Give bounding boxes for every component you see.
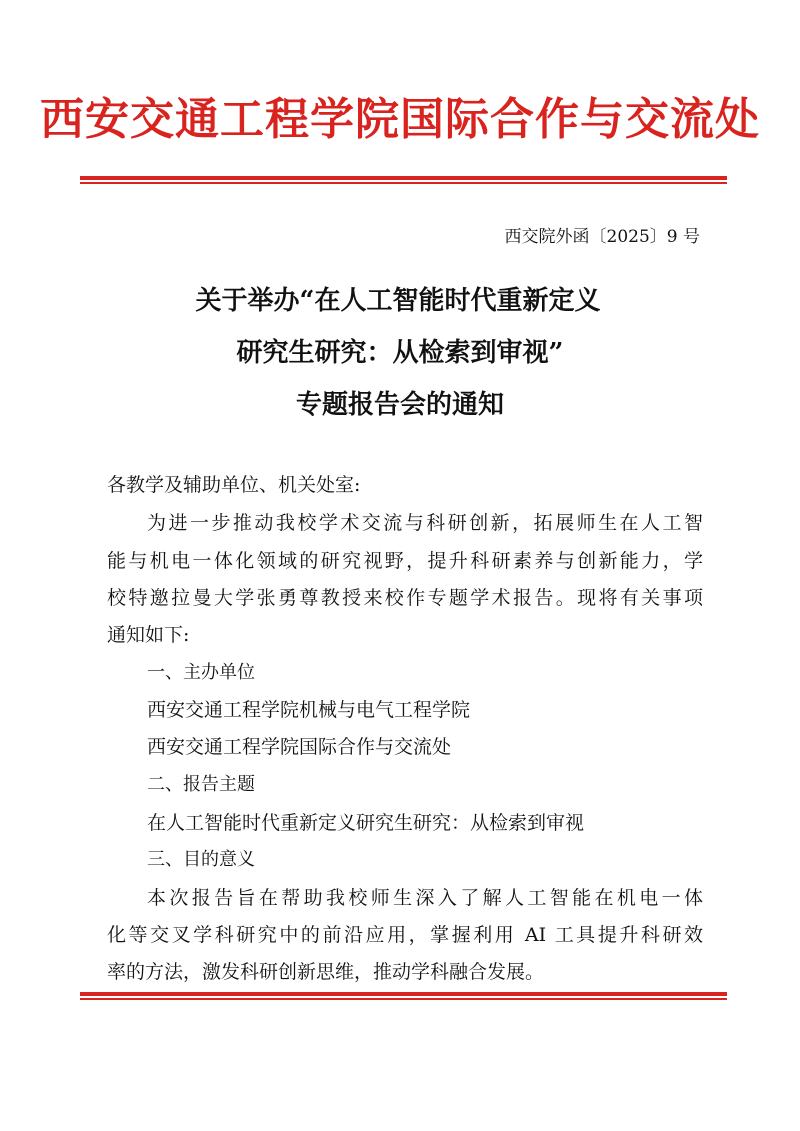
masthead-title: 西安交通工程学院国际合作与交流处 — [40, 94, 760, 145]
divider-thick-line — [80, 992, 727, 996]
intro-line-4: 通知如下: — [107, 624, 190, 646]
purpose-line-2: 化等交叉学科研究中的前沿应用，掌握利用 AI 工具提升科研效 — [107, 924, 703, 946]
document-number: 西交院外函〔2025〕9 号 — [504, 227, 700, 247]
intro-line-3: 校特邀拉曼大学张勇尊教授来校作专题学术报告。现将有关事项 — [107, 587, 703, 609]
report-topic: 在人工智能时代重新定义研究生研究：从检索到审视 — [147, 812, 585, 834]
purpose-line-1: 本次报告旨在帮助我校师生深入了解人工智能在机电一体 — [147, 887, 703, 909]
footer-divider — [80, 992, 727, 1001]
divider-thin-line — [80, 998, 727, 1000]
intro-line-2: 能与机电一体化领域的研究视野，提升科研素养与创新能力，学 — [107, 550, 703, 572]
purpose-line-3: 率的方法，激发科研创新思维，推动学科融合发展。 — [107, 961, 545, 983]
section-heading-topic: 二、报告主题 — [147, 774, 255, 795]
section-heading-organizers: 一、主办单位 — [147, 662, 255, 683]
salutation: 各教学及辅助单位、机关处室: — [107, 474, 361, 496]
notice-title-line-3: 专题报告会的通知 — [295, 390, 504, 420]
organizer-item: 西安交通工程学院机械与电气工程学院 — [147, 699, 471, 721]
notice-title-line-1: 关于举办“在人工智能时代重新定义 — [195, 286, 601, 316]
notice-title-line-2: 研究生研究：从检索到审视” — [236, 338, 564, 368]
divider-thin-line — [80, 182, 727, 184]
section-heading-purpose: 三、目的意义 — [147, 849, 255, 870]
divider-thick-line — [80, 176, 727, 180]
organizer-item: 西安交通工程学院国际合作与交流处 — [147, 736, 452, 758]
header-divider — [80, 176, 727, 185]
intro-line-1: 为进一步推动我校学术交流与科研创新，拓展师生在人工智 — [147, 512, 703, 534]
